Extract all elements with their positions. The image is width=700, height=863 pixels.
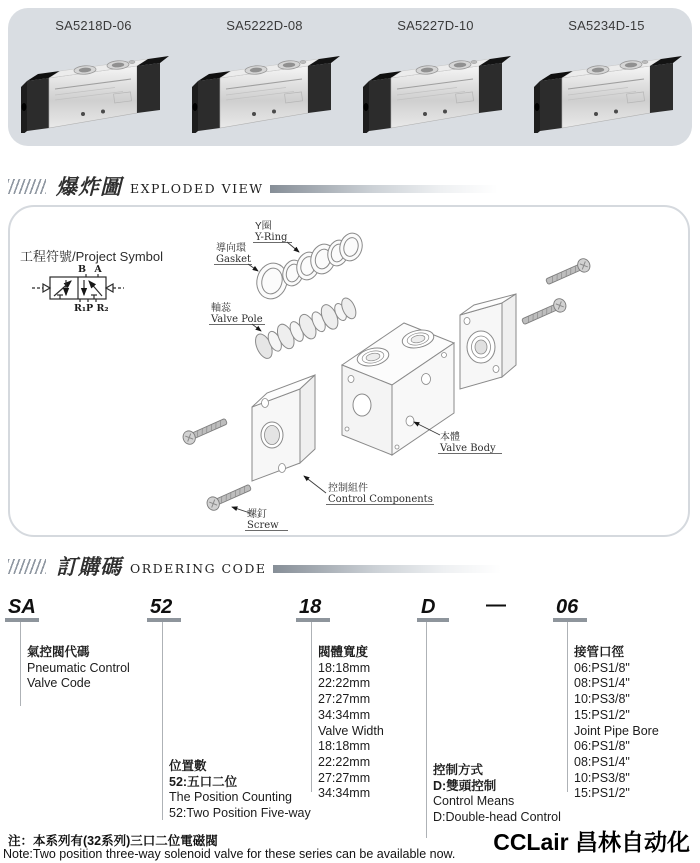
connector-line xyxy=(426,622,427,838)
ordering-desc-d xyxy=(433,763,561,826)
svg-text:Y圈: Y圈 xyxy=(255,221,272,232)
svg-text:控制組件: 控制組件 xyxy=(328,483,368,494)
connector-line xyxy=(20,622,21,706)
header-gradient-bar xyxy=(273,565,501,573)
footnote-zh: 注：本系列有(32系列)三口二位電磁閥 xyxy=(8,834,218,848)
header-gradient-bar xyxy=(270,185,498,193)
stripes-icon xyxy=(8,179,46,194)
screw-top-1 xyxy=(544,257,592,288)
ordering-desc-line: 52:五口二位 xyxy=(169,774,238,789)
code-underline xyxy=(147,618,181,622)
label-screw xyxy=(232,507,288,531)
ordering-desc-line: 控制方式 xyxy=(433,763,484,777)
code-underline xyxy=(296,618,330,622)
valve-photo xyxy=(532,41,682,133)
svg-text:Valve Pole: Valve Pole xyxy=(211,314,263,325)
product-model-label: SA5234D-15 xyxy=(568,18,645,33)
section-title-zh: 訂購碼 xyxy=(56,556,122,579)
ordering-code-06: 06 xyxy=(556,596,579,618)
product-card xyxy=(521,8,692,146)
ordering-code-d: D xyxy=(421,596,436,618)
ports-bottom-label: R₁P R₂ xyxy=(74,303,109,314)
ordering-desc-line: 10:PS3/8" xyxy=(574,770,630,785)
valve-photo xyxy=(361,41,511,133)
ordering-code-52: 52 xyxy=(150,596,173,618)
ordering-desc-line: D:Double-head Control xyxy=(433,810,561,825)
end-cap-drawing xyxy=(460,294,516,389)
ordering-desc-line: D:雙頭控制 xyxy=(433,778,497,793)
port-a-label: A xyxy=(94,264,102,275)
exploded-view-header xyxy=(8,172,498,200)
ordering-desc-line: 18:18mm xyxy=(318,660,371,675)
connector-line xyxy=(311,622,312,792)
screw-bottom-2 xyxy=(205,481,253,512)
code-underline xyxy=(553,618,587,622)
control-components-drawing xyxy=(252,375,315,481)
ordering-desc-line: 22:22mm xyxy=(318,676,371,691)
stripes-icon xyxy=(8,559,46,574)
svg-text:Y-Ring: Y-Ring xyxy=(255,232,288,243)
section-title-zh: 爆炸圖 xyxy=(56,176,122,199)
svg-text:本體: 本體 xyxy=(440,432,460,443)
code-underline xyxy=(5,618,39,622)
exploded-diagram xyxy=(10,207,688,535)
label-valve-pole xyxy=(209,301,265,331)
ordering-desc-line: 52:Two Position Five-way xyxy=(169,806,311,821)
ordering-desc-line: 15:PS1/2" xyxy=(574,786,630,801)
valve-photo xyxy=(19,41,169,133)
products-panel xyxy=(8,8,692,146)
product-model-label: SA5222D-08 xyxy=(226,18,303,33)
ordering-desc-line: 08:PS1/4" xyxy=(574,754,630,769)
ordering-code-sa: SA xyxy=(8,596,36,618)
ordering-desc-06 xyxy=(574,645,659,802)
ordering-code-dash: — xyxy=(486,594,506,616)
connector-line xyxy=(162,622,163,820)
project-symbol-label: 工程符號/Project Symbol xyxy=(20,249,164,264)
code-underline xyxy=(417,618,449,622)
ordering-desc-line: 27:27mm xyxy=(318,770,371,785)
ordering-desc-52 xyxy=(169,759,311,822)
footnote-en: Note:Two position three-way solenoid valve for these series can be available now. xyxy=(3,847,456,861)
product-card xyxy=(350,8,521,146)
ordering-desc-line: 06:PS1/8" xyxy=(574,739,630,754)
svg-text:軸蕊: 軸蕊 xyxy=(211,303,231,314)
ordering-code-18: 18 xyxy=(299,596,322,618)
svg-text:Valve Body: Valve Body xyxy=(440,443,496,454)
label-y-ring xyxy=(253,220,299,252)
ordering-desc-line: Pneumatic Control xyxy=(27,660,130,675)
valve-pole-drawing xyxy=(252,294,359,361)
ordering-desc-line: 15:PS1/2" xyxy=(574,707,630,722)
ordering-desc-line: 位置數 xyxy=(169,759,207,773)
project-symbol xyxy=(20,249,163,314)
ordering-desc-line: 接管口徑 xyxy=(574,645,625,659)
screw-bottom-1 xyxy=(181,415,229,446)
ordering-desc-line: Valve Code xyxy=(27,676,91,691)
ordering-code-header xyxy=(8,552,501,580)
ordering-desc-line: The Position Counting xyxy=(169,790,292,805)
ordering-desc-line: 氣控閥代碼 xyxy=(27,645,90,659)
brand-logo: CCLair 昌林自动化 xyxy=(493,829,690,855)
ordering-desc-18 xyxy=(318,645,384,802)
svg-text:Gasket: Gasket xyxy=(216,254,252,265)
product-card xyxy=(179,8,350,146)
ordering-desc-line: 10:PS3/8" xyxy=(574,692,630,707)
ordering-desc-line: 34:34mm xyxy=(318,786,371,801)
ordering-desc-line: 閥體寬度 xyxy=(318,645,369,659)
svg-text:導向環: 導向環 xyxy=(216,243,246,254)
ordering-desc-line: 34:34mm xyxy=(318,707,371,722)
ordering-desc-line: 22:22mm xyxy=(318,754,371,769)
port-b-label: B xyxy=(77,264,87,275)
label-control-components xyxy=(304,476,434,505)
ordering-desc-line: 18:18mm xyxy=(318,739,371,754)
product-model-label: SA5218D-06 xyxy=(55,18,132,33)
svg-text:Control Components: Control Components xyxy=(328,494,433,505)
section-title-en: EXPLODED VIEW xyxy=(130,181,264,196)
valve-photo xyxy=(190,41,340,133)
product-model-label: SA5227D-10 xyxy=(397,18,474,33)
label-gasket xyxy=(214,241,258,271)
ordering-desc-line: 06:PS1/8" xyxy=(574,660,630,675)
section-title-en: ORDERING CODE xyxy=(130,561,267,576)
connector-line xyxy=(567,622,568,792)
ordering-desc-line: Control Means xyxy=(433,794,515,809)
ordering-desc-line: 08:PS1/4" xyxy=(574,676,630,691)
exploded-view-panel xyxy=(8,205,690,537)
svg-text:Screw: Screw xyxy=(247,520,279,531)
screw-top-2 xyxy=(520,297,568,328)
ordering-desc-line: Valve Width xyxy=(318,723,384,738)
product-card xyxy=(8,8,179,146)
ordering-desc-line: 27:27mm xyxy=(318,692,371,707)
ordering-desc-line: Joint Pipe Bore xyxy=(574,723,659,738)
valve-body-drawing xyxy=(342,323,454,455)
ordering-desc-sa xyxy=(27,645,130,692)
svg-text:螺釘: 螺釘 xyxy=(247,509,267,520)
